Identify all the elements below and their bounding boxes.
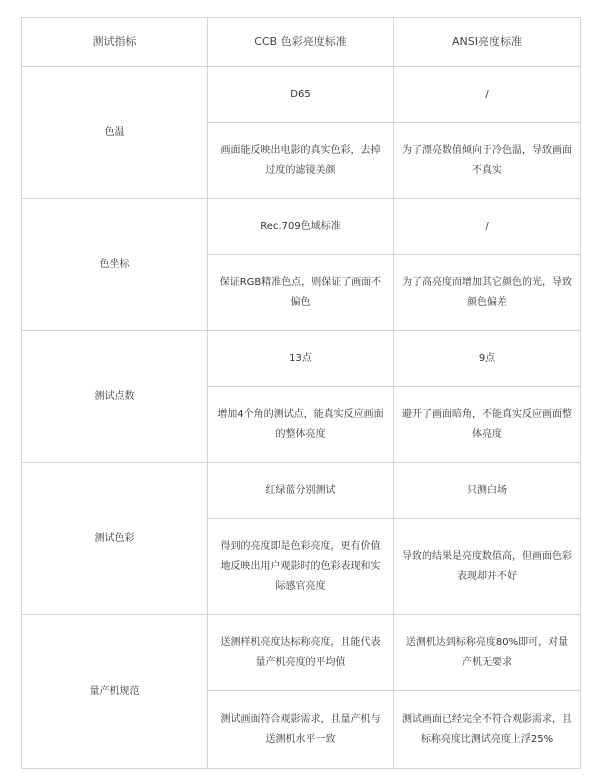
- ccb-value-cell: 13点: [208, 331, 394, 387]
- ansi-desc-cell: 避开了画面暗角，不能真实反应画面整体亮度: [394, 387, 581, 463]
- table-row: [22, 199, 581, 255]
- header-row: [22, 18, 581, 67]
- header-metric: 测试指标: [22, 18, 208, 67]
- table-row: [22, 463, 581, 519]
- ansi-desc-cell: 测试画面已经完全不符合观影需求，且标称亮度比测试亮度上浮25%: [394, 691, 581, 769]
- ccb-desc-cell: 画面能反映出电影的真实色彩，去掉过度的滤镜美颜: [208, 123, 394, 199]
- ccb-value-cell: D65: [208, 67, 394, 123]
- ccb-desc-cell: 保证RGB精准色点，则保证了画面不偏色: [208, 255, 394, 331]
- comparison-table: [21, 17, 581, 769]
- ccb-value-cell: 红绿蓝分别测试: [208, 463, 394, 519]
- metric-cell: 测试点数: [22, 331, 208, 463]
- ccb-desc-cell: 得到的亮度即是色彩亮度，更有价值地反映出用户观影时的色彩表现和实际感官亮度: [208, 519, 394, 615]
- ccb-desc-cell: 测试画面符合观影需求，且量产机与送测机水平一致: [208, 691, 394, 769]
- table-row: [22, 615, 581, 691]
- metric-cell: 色坐标: [22, 199, 208, 331]
- ansi-value-cell: 9点: [394, 331, 581, 387]
- ansi-value-cell: 只测白场: [394, 463, 581, 519]
- ansi-desc-cell: 导致的结果是亮度数值高，但画面色彩表现却并不好: [394, 519, 581, 615]
- metric-cell: 色温: [22, 67, 208, 199]
- header-ansi-standard: ANSI亮度标准: [394, 18, 581, 67]
- ansi-value-cell: 送测机达到标称亮度80%即可，对量产机无要求: [394, 615, 581, 691]
- metric-cell: 测试色彩: [22, 463, 208, 615]
- ccb-value-cell: 送测样机亮度达标称亮度，且能代表量产机亮度的平均值: [208, 615, 394, 691]
- ansi-value-cell: /: [394, 199, 581, 255]
- table-row: [22, 67, 581, 123]
- metric-cell: 量产机规范: [22, 615, 208, 769]
- ccb-desc-cell: 增加4个角的测试点，能真实反应画面的整体亮度: [208, 387, 394, 463]
- header-ccb-standard: CCB 色彩亮度标准: [208, 18, 394, 67]
- ansi-desc-cell: 为了漂亮数值倾向于冷色温，导致画面不真实: [394, 123, 581, 199]
- ccb-value-cell: Rec.709色域标准: [208, 199, 394, 255]
- ansi-value-cell: /: [394, 67, 581, 123]
- ansi-desc-cell: 为了高亮度而增加其它颜色的光，导致颜色偏差: [394, 255, 581, 331]
- table-row: [22, 331, 581, 387]
